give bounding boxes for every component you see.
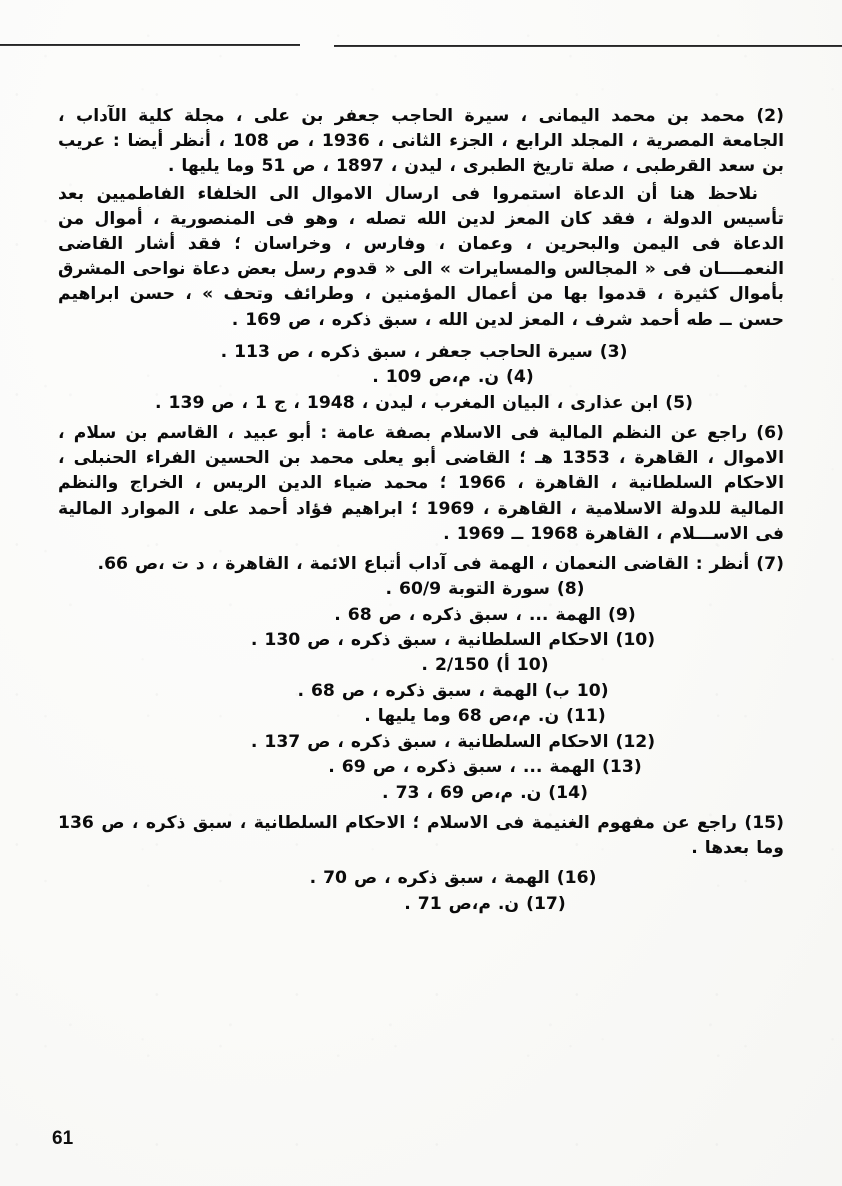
footnote-7	[58, 552, 784, 577]
footnote-10a: (10 أ) 2/150 .	[421, 655, 549, 676]
footnote-9: (9) الهمة ... ، سبق ذكره ، ص 68 .	[334, 604, 636, 625]
page-number: 61	[52, 1128, 74, 1149]
footnote-8: (8) سورة التوبة 60/9 .	[385, 579, 585, 600]
footnotes-column	[58, 104, 784, 917]
footnote-7-page-ref: ص 66	[104, 554, 159, 575]
footnote-5: (5) ابن عذارى ، البيان المغرب ، ليدن ، 1948 ، ج 1 ، ص 139 .	[155, 392, 693, 413]
footnote-12: (12) الاحكام السلطانية ، سبق ذكره ، ص 137 .	[250, 731, 656, 752]
header-rule-segment-right	[334, 45, 842, 47]
header-rule-segment-left	[0, 44, 300, 46]
footnote-11: (11) ن. م،ص 68 وما يليها .	[364, 706, 606, 727]
footnote-2: (2) محمد بن محمد اليمانى ، سيرة الحاجب جعفر بن على ، مجلة كلية الآداب ، الجامعة المصرية ، المجلد الرابع ، الجزء الثانى ، 1936 ، ص 108 ، أنظر أيضا : عريب بن سعد القرطبى ، صلة تاريخ الطبرى ، ليدن ، 1897 ، ص 51 وما يليها .	[58, 106, 784, 177]
footnote-7-text: (7) أنظر : القاضى النعمان ، الهمة فى آداب أتباع الائمة ، القاهرة ، د ت ،	[158, 554, 784, 575]
footnote-16: (16) الهمة ، سبق ذكره ، ص 70 .	[309, 868, 597, 889]
footnote-17: (17) ن. م،ص 71 .	[404, 893, 566, 914]
footnote-10: (10) الاحكام السلطانية ، سبق ذكره ، ص 130 .	[250, 630, 656, 651]
footnote-13: (13) الهمة ... ، سبق ذكره ، ص 69 .	[328, 757, 642, 778]
footnote-7-terminator: .	[97, 554, 105, 575]
footnote-4: (4) ن. م،ص 109 .	[372, 367, 534, 388]
body-paragraph: نلاحظ هنا أن الدعاة استمروا فى ارسال الاموال الى الخلفاء الفاطميين بعد تأسيس الدولة ، فقد كان المعز لدين الله تصله ، وهو فى المنصورية ، أموال من الدعاة فى اليمن والبحرين ، وعمان ، وفارس ، وخراسان ؛ فقد أشار القاضى النعمــــان فى « المجالس والمسايرات » الى « قدوم رسل بعض دعاة نواحى المشرق بأموال كثيرة ، قدموا بها من أعمال المؤمنين ، وطرائف وتحف » ، حسن ابراهيم حسن ــ طه أحمد شرف ، المعز لدين الله ، سبق ذكره ، ص 169 .	[58, 183, 784, 330]
footnote-15: (15) راجع عن مفهوم الغنيمة فى الاسلام ؛ الاحكام السلطانية ، سبق ذكره ، ص 136 وما بعدها .	[58, 812, 784, 859]
footnote-3: (3) سيرة الحاجب جعفر ، سبق ذكره ، ص 113 .	[220, 341, 628, 362]
footnote-10b: (10 ب) الهمة ، سبق ذكره ، ص 68 .	[297, 680, 609, 701]
header-rule	[0, 44, 842, 48]
footnote-14: (14) ن. م،ص 69 ، 73 .	[382, 782, 588, 803]
footnote-6: (6) راجع عن النظم المالية فى الاسلام بصفة عامة : أبو عبيد ، القاسم بن سلام ، الاموال ، القاهرة ، 1353 هـ ؛ القاضى أبو يعلى محمد بن الحسين الفراء الحنبلى ، الاحكام السلطانية ، القاهرة ، 1966 ؛ محمد ضياء الدين الريس ، الخراج والنظم المالية للدولة الاسلامية ، القاهرة ، 1969 ؛ ابراهيم فؤاد أحمد على ، الموارد المالية فى الاســـلام ، القاهرة 1968 ــ 1969 .	[58, 423, 784, 544]
